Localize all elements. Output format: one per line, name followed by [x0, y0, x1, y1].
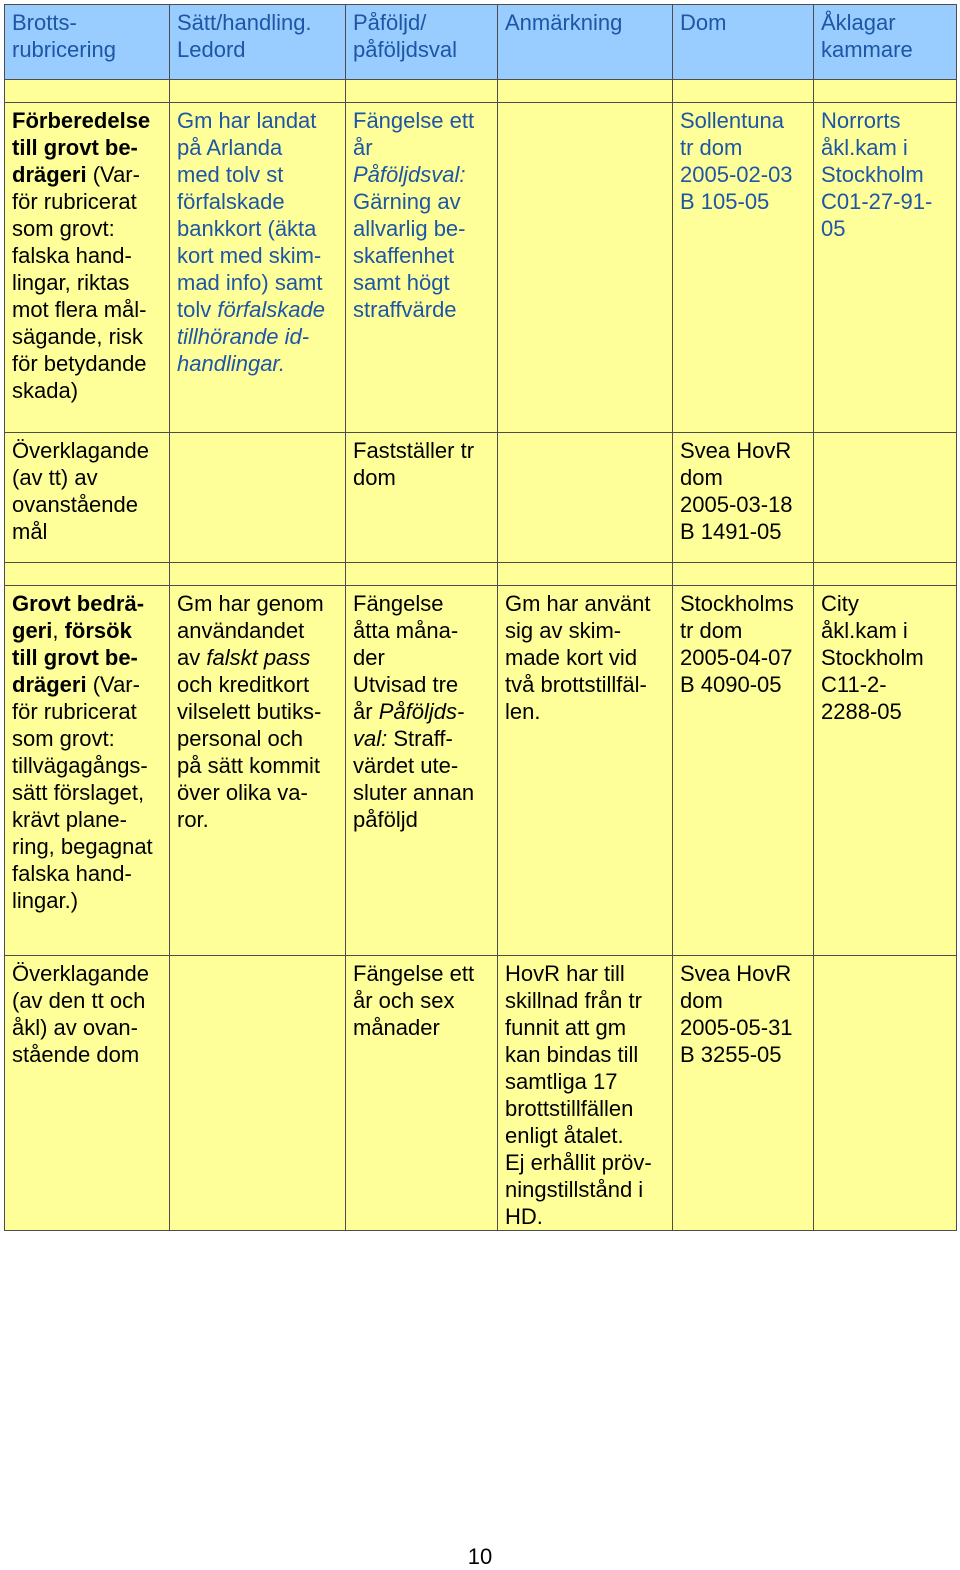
- cell-line: [505, 617, 666, 644]
- cell-line: [505, 644, 666, 671]
- cell-line: [353, 617, 491, 644]
- cell-line: [680, 590, 807, 617]
- text-run: samtliga 17: [505, 1069, 618, 1094]
- text-run: stående dom: [12, 1042, 140, 1067]
- text-run: Stockholm: [821, 645, 924, 670]
- cell-line: [177, 698, 339, 725]
- text-run: tr dom: [680, 618, 743, 643]
- text-run: handlingar.: [177, 351, 286, 376]
- cell-line: [353, 242, 491, 269]
- text-run: år och sex: [353, 988, 455, 1013]
- cell-line: [505, 1041, 666, 1068]
- cell-line: [353, 134, 491, 161]
- cell-brottsrubricering: [5, 103, 170, 433]
- cell-dom: [673, 956, 814, 1231]
- cell-line: [12, 188, 163, 215]
- text-run: Norrorts: [821, 108, 901, 133]
- text-run: samt högt: [353, 270, 450, 295]
- text-run: mad info) samt: [177, 270, 323, 295]
- cell-line: [680, 188, 807, 215]
- cell-line: [821, 644, 950, 671]
- text-run: geri: [12, 618, 53, 643]
- cell-aklagarkammare: [814, 103, 957, 433]
- text-run: drägeri: [12, 672, 87, 697]
- text-run: ,: [52, 618, 65, 643]
- text-run: 2288-05: [821, 699, 902, 724]
- text-run: der: [353, 645, 385, 670]
- header-pafoljd: Påföljd/ påföljdsval: [346, 5, 498, 80]
- cell-line: [177, 215, 339, 242]
- text-run: sägande, risk: [12, 324, 143, 349]
- cell-line: [12, 107, 163, 134]
- text-run: Ej erhållit pröv-: [505, 1150, 652, 1175]
- cell-line: [177, 779, 339, 806]
- cell-satt-handling: [170, 956, 346, 1231]
- text-run: krävt plane-: [12, 807, 127, 832]
- table-row: [5, 103, 957, 433]
- text-run: av: [177, 645, 207, 670]
- page-number: 10: [467, 1544, 493, 1569]
- table-row: [5, 433, 957, 563]
- text-run: Sollentuna: [680, 108, 784, 133]
- text-run: allvarlig be-: [353, 216, 466, 241]
- cell-line: [177, 161, 339, 188]
- cell-line: [12, 752, 163, 779]
- cell-line: [821, 698, 950, 725]
- text-run: tillhörande id-: [177, 324, 310, 349]
- cell-line: [12, 464, 163, 491]
- separator-cell: [170, 563, 346, 586]
- cell-brottsrubricering: [5, 433, 170, 563]
- text-run: Stockholm: [821, 162, 924, 187]
- text-run: till grovt be-: [12, 135, 138, 160]
- cell-anmarkning: [498, 586, 673, 956]
- text-run: förfalskade: [217, 297, 325, 322]
- cell-line: [353, 698, 491, 725]
- cell-line: [680, 987, 807, 1014]
- cell-pafoljd: [346, 586, 498, 956]
- text-run: HovR har till: [505, 961, 625, 986]
- text-run: B 105-05: [680, 189, 770, 214]
- text-run: 2005-03-18: [680, 492, 793, 517]
- text-run: Fängelse ett: [353, 961, 475, 986]
- text-run: tolv: [177, 297, 218, 322]
- separator-cell: [673, 80, 814, 103]
- text-run: val:: [353, 726, 388, 751]
- cell-line: [12, 617, 163, 644]
- cell-line: [680, 1041, 807, 1068]
- text-run: 2005-05-31: [680, 1015, 793, 1040]
- cell-line: [821, 590, 950, 617]
- text-run: Fastställer tr: [353, 438, 475, 463]
- cell-line: [680, 617, 807, 644]
- cell-line: [12, 161, 163, 188]
- cell-line: [353, 644, 491, 671]
- header-brottsrubricering: Brotts- rubricering: [5, 5, 170, 80]
- text-run: ror.: [177, 807, 209, 832]
- cell-line: [12, 377, 163, 404]
- cell-line: [177, 671, 339, 698]
- cell-line: [12, 296, 163, 323]
- cell-line: [177, 350, 339, 377]
- text-run: 05: [821, 216, 846, 241]
- cell-line: [680, 107, 807, 134]
- cell-line: [177, 242, 339, 269]
- text-run: drägeri: [12, 162, 87, 187]
- text-run: år: [353, 135, 373, 160]
- text-run: åtta måna-: [353, 618, 459, 643]
- text-run: på sätt kommit: [177, 753, 321, 778]
- cell-line: [505, 698, 666, 725]
- text-run: B 4090-05: [680, 672, 782, 697]
- text-run: made kort vid: [505, 645, 638, 670]
- text-run: Svea HovR: [680, 961, 792, 986]
- text-run: lingar, riktas: [12, 270, 130, 295]
- cell-line: [353, 806, 491, 833]
- text-run: förfalskade: [177, 189, 285, 214]
- cell-line: [680, 518, 807, 545]
- text-run: Gärning av: [353, 189, 461, 214]
- cell-line: [12, 833, 163, 860]
- cell-line: [12, 779, 163, 806]
- cell-anmarkning: [498, 103, 673, 433]
- text-run: personal och: [177, 726, 303, 751]
- text-run: Grovt bedrä-: [12, 591, 145, 616]
- text-run: sätt förslaget,: [12, 780, 145, 805]
- cell-brottsrubricering: [5, 956, 170, 1231]
- text-run: ring, begagnat: [12, 834, 153, 859]
- cell-line: [177, 107, 339, 134]
- cell-aklagarkammare: [814, 956, 957, 1231]
- text-run: sluter annan: [353, 780, 475, 805]
- separator-cell: [673, 563, 814, 586]
- text-run: Överklagande: [12, 438, 149, 463]
- header-row: [5, 5, 957, 80]
- cell-line: [12, 887, 163, 914]
- separator-cell: [498, 80, 673, 103]
- text-run: för betydande: [12, 351, 147, 376]
- text-run: falska hand-: [12, 243, 132, 268]
- text-run: C01-27-91-: [821, 189, 933, 214]
- cell-line: [821, 671, 950, 698]
- cell-line: [177, 134, 339, 161]
- text-run: ovanstående: [12, 492, 138, 517]
- cell-line: [177, 296, 339, 323]
- cell-line: [505, 1122, 666, 1149]
- text-run: (av tt) av: [12, 465, 98, 490]
- text-run: tillvägagångs-: [12, 753, 148, 778]
- text-run: mål: [12, 519, 48, 544]
- cell-line: [12, 269, 163, 296]
- cell-anmarkning: [498, 956, 673, 1231]
- cell-line: [177, 590, 339, 617]
- text-run: dom: [680, 988, 723, 1013]
- header-anmarkning: Anmärkning: [498, 5, 673, 80]
- header-separator: [5, 80, 957, 103]
- cell-line: [177, 806, 339, 833]
- text-run: (Var-: [86, 162, 140, 187]
- text-run: Gm har genom: [177, 591, 324, 616]
- cell-pafoljd: [346, 433, 498, 563]
- cell-line: [353, 161, 491, 188]
- case-table: [4, 4, 957, 1231]
- text-run: försök: [64, 618, 132, 643]
- text-run: skillnad från tr: [505, 988, 642, 1013]
- cell-line: [505, 1068, 666, 1095]
- cell-line: [353, 1014, 491, 1041]
- text-run: HD.: [505, 1204, 543, 1229]
- text-run: Påföljds-: [378, 699, 465, 724]
- cell-line: [353, 590, 491, 617]
- cell-line: [821, 617, 950, 644]
- cell-line: [680, 437, 807, 464]
- text-run: skaffenhet: [353, 243, 455, 268]
- header-satt-handling: Sätt/handling. Ledord: [170, 5, 346, 80]
- cell-line: [505, 1014, 666, 1041]
- text-run: för rubricerat: [12, 189, 137, 214]
- separator-cell: [346, 80, 498, 103]
- cell-line: [821, 134, 950, 161]
- cell-line: [680, 161, 807, 188]
- text-run: och kreditkort: [177, 672, 310, 697]
- text-run: vilselett butiks-: [177, 699, 322, 724]
- cell-line: [177, 617, 339, 644]
- cell-line: [12, 491, 163, 518]
- separator-cell: [346, 563, 498, 586]
- cell-line: [353, 296, 491, 323]
- text-run: B 1491-05: [680, 519, 782, 544]
- cell-line: [353, 269, 491, 296]
- cell-pafoljd: [346, 956, 498, 1231]
- text-run: (av den tt och: [12, 988, 146, 1013]
- cell-aklagarkammare: [814, 433, 957, 563]
- text-run: Fängelse: [353, 591, 444, 616]
- cell-line: [12, 1041, 163, 1068]
- text-run: ningstillstånd i: [505, 1177, 644, 1202]
- text-run: kort med skim-: [177, 243, 322, 268]
- table-row: [5, 586, 957, 956]
- text-run: värdet ute-: [353, 753, 459, 778]
- table-row: [5, 956, 957, 1231]
- cell-dom: [673, 103, 814, 433]
- cell-line: [680, 1014, 807, 1041]
- cell-line: [353, 107, 491, 134]
- separator-cell: [5, 80, 170, 103]
- text-run: straffvärde: [353, 297, 457, 322]
- cell-line: [505, 1149, 666, 1176]
- cell-dom: [673, 433, 814, 563]
- text-run: som grovt:: [12, 726, 115, 751]
- cell-line: [177, 725, 339, 752]
- cell-line: [353, 752, 491, 779]
- cell-line: [680, 491, 807, 518]
- cell-line: [353, 464, 491, 491]
- cell-line: [12, 518, 163, 545]
- cell-anmarkning: [498, 433, 673, 563]
- text-run: på Arlanda: [177, 135, 283, 160]
- cell-line: [353, 437, 491, 464]
- text-run: B 3255-05: [680, 1042, 782, 1067]
- text-run: Påföljdsval:: [353, 162, 466, 187]
- text-run: åkl.kam i: [821, 618, 908, 643]
- cell-line: [821, 215, 950, 242]
- text-run: Gm har landat: [177, 108, 317, 133]
- text-run: kan bindas till: [505, 1042, 639, 1067]
- cell-line: [12, 350, 163, 377]
- text-run: sig av skim-: [505, 618, 622, 643]
- text-run: skada): [12, 378, 79, 403]
- text-run: Utvisad tre: [353, 672, 459, 697]
- cell-line: [821, 188, 950, 215]
- text-run: dom: [353, 465, 396, 490]
- cell-aklagarkammare: [814, 586, 957, 956]
- cell-brottsrubricering: [5, 586, 170, 956]
- text-run: C11-2-: [821, 672, 887, 697]
- cell-line: [353, 671, 491, 698]
- cell-dom: [673, 586, 814, 956]
- text-run: funnit att gm: [505, 1015, 627, 1040]
- text-run: len.: [505, 699, 541, 724]
- text-run: falska hand-: [12, 861, 132, 886]
- text-run: bankkort (äkta: [177, 216, 317, 241]
- text-run: 2005-02-03: [680, 162, 793, 187]
- cell-line: [12, 215, 163, 242]
- text-run: mot flera mål-: [12, 297, 147, 322]
- separator-cell: [814, 563, 957, 586]
- text-run: City: [821, 591, 859, 616]
- cell-line: [12, 1014, 163, 1041]
- cell-line: [12, 644, 163, 671]
- text-run: år: [353, 699, 379, 724]
- cell-line: [12, 671, 163, 698]
- cell-line: [505, 590, 666, 617]
- text-run: tr dom: [680, 135, 743, 160]
- text-run: Förberedelse: [12, 108, 151, 133]
- cell-line: [12, 860, 163, 887]
- cell-line: [821, 107, 950, 134]
- text-run: brottstillfällen: [505, 1096, 634, 1121]
- header-dom: Dom: [673, 5, 814, 80]
- cell-line: [353, 987, 491, 1014]
- text-run: Stockholms: [680, 591, 794, 616]
- cell-line: [177, 323, 339, 350]
- text-run: åkl.kam i: [821, 135, 908, 160]
- text-run: två brottstillfäl-: [505, 672, 647, 697]
- cell-line: [505, 960, 666, 987]
- cell-line: [680, 960, 807, 987]
- text-run: (Var-: [86, 672, 140, 697]
- text-run: påföljd: [353, 807, 418, 832]
- cell-line: [12, 242, 163, 269]
- cell-line: [505, 671, 666, 698]
- text-run: Straff-: [387, 726, 453, 751]
- cell-line: [177, 269, 339, 296]
- cell-line: [680, 464, 807, 491]
- text-run: Svea HovR: [680, 438, 792, 463]
- cell-satt-handling: [170, 433, 346, 563]
- cell-line: [821, 161, 950, 188]
- cell-satt-handling: [170, 586, 346, 956]
- text-run: för rubricerat: [12, 699, 137, 724]
- text-run: lingar.): [12, 888, 79, 913]
- cell-line: [177, 644, 339, 671]
- cell-line: [12, 590, 163, 617]
- cell-line: [177, 752, 339, 779]
- cell-line: [680, 644, 807, 671]
- separator-cell: [498, 563, 673, 586]
- cell-line: [680, 671, 807, 698]
- cell-line: [505, 1095, 666, 1122]
- cell-line: [12, 725, 163, 752]
- cell-line: [12, 323, 163, 350]
- header-aklagarkammare: Åklagar kammare: [814, 5, 957, 80]
- text-run: som grovt:: [12, 216, 115, 241]
- text-run: användandet: [177, 618, 305, 643]
- text-run: Överklagande: [12, 961, 149, 986]
- separator-cell: [814, 80, 957, 103]
- cell-line: [353, 779, 491, 806]
- text-run: Gm har använt: [505, 591, 651, 616]
- cell-satt-handling: [170, 103, 346, 433]
- cell-line: [505, 987, 666, 1014]
- text-run: med tolv st: [177, 162, 284, 187]
- cell-line: [505, 1203, 666, 1230]
- cell-line: [353, 960, 491, 987]
- cell-line: [353, 215, 491, 242]
- cell-line: [177, 188, 339, 215]
- cell-line: [680, 134, 807, 161]
- text-run: enligt åtalet.: [505, 1123, 624, 1148]
- separator-cell: [170, 80, 346, 103]
- cell-line: [12, 437, 163, 464]
- cell-line: [353, 725, 491, 752]
- cell-line: [12, 806, 163, 833]
- cell-line: [12, 134, 163, 161]
- cell-line: [505, 1176, 666, 1203]
- cell-line: [12, 960, 163, 987]
- text-run: över olika va-: [177, 780, 308, 805]
- separator-cell: [5, 563, 170, 586]
- cell-pafoljd: [346, 103, 498, 433]
- text-run: Fängelse ett: [353, 108, 475, 133]
- table-body: [5, 80, 957, 1231]
- text-run: 2005-04-07: [680, 645, 793, 670]
- text-run: falskt pass: [206, 645, 311, 670]
- text-run: till grovt be-: [12, 645, 138, 670]
- cell-line: [353, 188, 491, 215]
- text-run: dom: [680, 465, 723, 490]
- text-run: åkl) av ovan-: [12, 1015, 138, 1040]
- section-separator: [5, 563, 957, 586]
- text-run: månader: [353, 1015, 440, 1040]
- cell-line: [12, 698, 163, 725]
- cell-line: [12, 987, 163, 1014]
